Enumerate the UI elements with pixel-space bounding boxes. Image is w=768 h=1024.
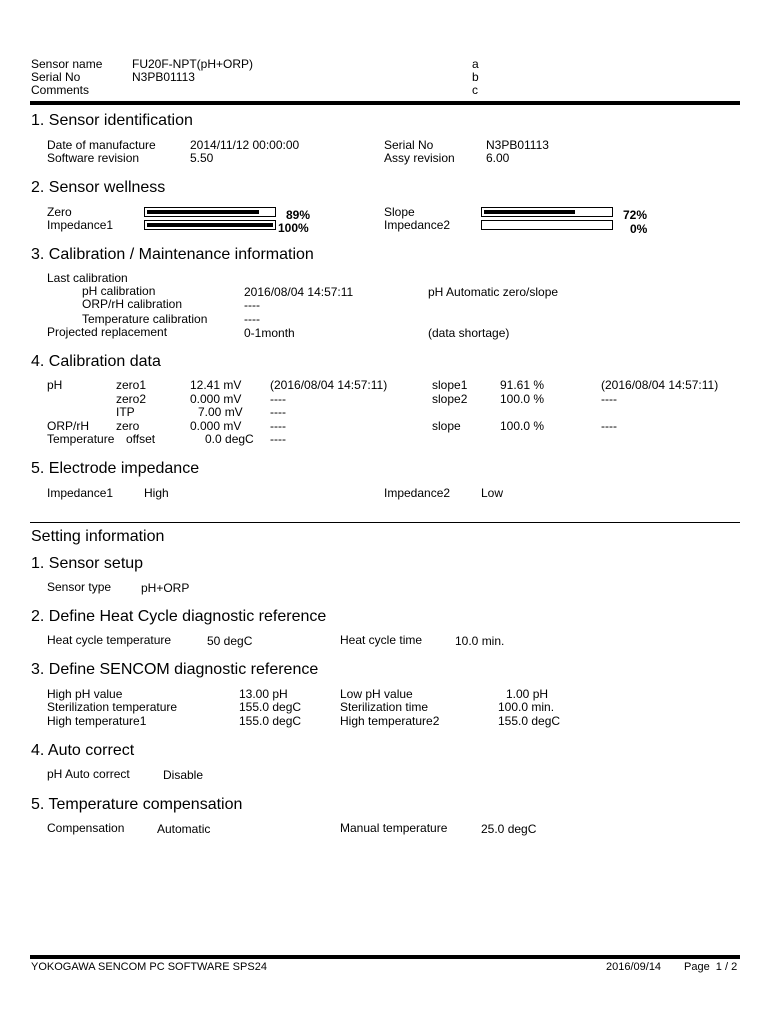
temperature-calibration-label: Temperature calibration bbox=[82, 312, 208, 326]
sensor-name-code: a bbox=[472, 57, 479, 71]
zero-label: Zero bbox=[47, 205, 72, 219]
orp-calibration-label: ORP/rH calibration bbox=[82, 297, 183, 311]
low-ph-value: 1.00 pH bbox=[506, 687, 549, 701]
ph-calibration-label: pH calibration bbox=[82, 284, 156, 298]
cal-itp-label: ITP bbox=[116, 405, 135, 419]
serial-label: Serial No bbox=[31, 70, 81, 84]
cal-zero2-value: 0.000 mV bbox=[190, 392, 242, 406]
slope-label: Slope bbox=[384, 205, 415, 219]
cal-orp-slope-value: 100.0 % bbox=[500, 419, 545, 433]
cal-slope1-date: (2016/08/04 14:57:11) bbox=[601, 378, 719, 392]
impedance2-wellness-bar bbox=[481, 220, 613, 230]
comments-code: c bbox=[472, 83, 478, 97]
footer-page-number: Page 1 / 2 bbox=[684, 961, 738, 973]
cal-orp-zero-value: 0.000 mV bbox=[190, 419, 242, 433]
cal-orp-slope-date: ---- bbox=[601, 419, 617, 433]
projected-replacement-note: (data shortage) bbox=[428, 326, 510, 340]
cal-orp-zero-label: zero bbox=[116, 419, 140, 433]
footer-rule bbox=[30, 955, 740, 959]
low-ph-label: Low pH value bbox=[340, 687, 413, 701]
cal-zero2-label: zero2 bbox=[116, 392, 147, 406]
cal-offset-label: offset bbox=[126, 432, 156, 446]
cal-ph-label: pH bbox=[47, 378, 63, 392]
section-sensor-wellness-title: 2. Sensor wellness bbox=[31, 179, 166, 196]
high-temperature2-label: High temperature2 bbox=[340, 714, 440, 728]
cal-slope2-label: slope2 bbox=[432, 392, 468, 406]
cal-zero1-label: zero1 bbox=[116, 378, 147, 392]
cal-slope2-value: 100.0 % bbox=[500, 392, 545, 406]
setting-divider bbox=[30, 522, 740, 523]
serial-value: N3PB01113 bbox=[132, 70, 195, 84]
high-temperature1-value: 155.0 degC bbox=[239, 714, 302, 728]
impedance1-bar-fill bbox=[147, 223, 273, 227]
section-sencom-diagnostic-title: 3. Define SENCOM diagnostic reference bbox=[31, 661, 319, 678]
cal-itp-value: 7.00 mV bbox=[198, 405, 243, 419]
high-temperature1-label: High temperature1 bbox=[47, 714, 147, 728]
section-sensor-identification-title: 1. Sensor identification bbox=[31, 112, 193, 129]
electrode-impedance1-label: Impedance1 bbox=[47, 486, 114, 500]
id-serial-label: Serial No bbox=[384, 138, 434, 152]
impedance2-percent: 0% bbox=[630, 222, 648, 236]
manual-temperature-label: Manual temperature bbox=[340, 821, 448, 835]
cal-offset-value: 0.0 degC bbox=[205, 432, 254, 446]
ph-auto-correct-value: Disable bbox=[163, 768, 204, 782]
software-revision-label: Software revision bbox=[47, 151, 140, 165]
slope-percent: 72% bbox=[623, 208, 648, 222]
section-auto-correct-title: 4. Auto correct bbox=[31, 742, 135, 759]
heat-cycle-temperature-label: Heat cycle temperature bbox=[47, 633, 172, 647]
electrode-impedance2-value: Low bbox=[481, 486, 504, 500]
impedance1-wellness-bar bbox=[144, 220, 276, 230]
serial-code: b bbox=[472, 70, 479, 84]
sensor-name-label: Sensor name bbox=[31, 57, 103, 71]
impedance1-percent: 100% bbox=[278, 221, 309, 235]
cal-orp-zero-date: ---- bbox=[270, 419, 286, 433]
section-heat-cycle-title: 2. Define Heat Cycle diagnostic reference bbox=[31, 608, 327, 625]
sterilization-time-label: Sterilization time bbox=[340, 700, 429, 714]
ph-auto-correct-label: pH Auto correct bbox=[47, 767, 130, 781]
date-of-manufacture-value: 2014/11/12 00:00:00 bbox=[190, 138, 300, 152]
section-temperature-compensation-title: 5. Temperature compensation bbox=[31, 796, 243, 813]
heat-cycle-time-value: 10.0 min. bbox=[455, 634, 505, 648]
footer-software: YOKOGAWA SENCOM PC SOFTWARE SPS24 bbox=[31, 961, 267, 973]
compensation-value: Automatic bbox=[157, 822, 211, 836]
section-sensor-setup-title: 1. Sensor setup bbox=[31, 555, 144, 572]
high-temperature2-value: 155.0 degC bbox=[498, 714, 561, 728]
impedance2-label: Impedance2 bbox=[384, 218, 451, 232]
last-calibration-label: Last calibration bbox=[47, 271, 128, 285]
cal-zero1-value: 12.41 mV bbox=[190, 378, 242, 392]
ph-calibration-note: pH Automatic zero/slope bbox=[428, 285, 559, 299]
projected-replacement-value: 0-1month bbox=[244, 326, 295, 340]
footer-date: 2016/09/14 bbox=[606, 961, 662, 973]
slope-wellness-bar bbox=[481, 207, 613, 217]
setting-information-title: Setting information bbox=[31, 528, 165, 545]
sensor-name-value: FU20F-NPT(pH+ORP) bbox=[132, 57, 254, 71]
cal-slope1-value: 91.61 % bbox=[500, 378, 545, 392]
sensor-type-label: Sensor type bbox=[47, 580, 112, 594]
sterilization-temperature-value: 155.0 degC bbox=[239, 700, 302, 714]
cal-orp-label: ORP/rH bbox=[47, 419, 89, 433]
compensation-label: Compensation bbox=[47, 821, 125, 835]
impedance1-label: Impedance1 bbox=[47, 218, 114, 232]
cal-zero1-date: (2016/08/04 14:57:11) bbox=[270, 378, 388, 392]
section-electrode-impedance-title: 5. Electrode impedance bbox=[31, 460, 200, 477]
slope-bar-fill bbox=[484, 210, 575, 214]
cal-itp-date: ---- bbox=[270, 405, 286, 419]
cal-temperature-label: Temperature bbox=[47, 432, 115, 446]
assy-revision-value: 6.00 bbox=[486, 151, 510, 165]
zero-bar-fill bbox=[147, 210, 259, 214]
electrode-impedance1-value: High bbox=[144, 486, 169, 500]
comments-label: Comments bbox=[31, 83, 90, 97]
sterilization-time-value: 100.0 min. bbox=[498, 700, 555, 714]
electrode-impedance2-label: Impedance2 bbox=[384, 486, 451, 500]
cal-zero2-date: ---- bbox=[270, 392, 286, 406]
cal-slope2-date: ---- bbox=[601, 392, 617, 406]
orp-calibration-value: ---- bbox=[244, 298, 260, 312]
section-calibration-maintenance-title: 3. Calibration / Maintenance information bbox=[31, 246, 314, 263]
assy-revision-label: Assy revision bbox=[384, 151, 455, 165]
cal-orp-slope-label: slope bbox=[432, 419, 461, 433]
sterilization-temperature-label: Sterilization temperature bbox=[47, 700, 178, 714]
zero-wellness-bar bbox=[144, 207, 276, 217]
heat-cycle-time-label: Heat cycle time bbox=[340, 633, 423, 647]
section-calibration-data-title: 4. Calibration data bbox=[31, 353, 161, 370]
ph-calibration-value: 2016/08/04 14:57:11 bbox=[244, 285, 354, 299]
date-of-manufacture-label: Date of manufacture bbox=[47, 138, 156, 152]
zero-percent: 89% bbox=[286, 208, 311, 222]
temperature-calibration-value: ---- bbox=[244, 312, 260, 326]
heat-cycle-temperature-value: 50 degC bbox=[207, 634, 253, 648]
cal-slope1-label: slope1 bbox=[432, 378, 468, 392]
header-rule bbox=[30, 101, 740, 105]
high-ph-label: High pH value bbox=[47, 687, 123, 701]
cal-offset-date: ---- bbox=[270, 432, 286, 446]
manual-temperature-value: 25.0 degC bbox=[481, 822, 537, 836]
projected-replacement-label: Projected replacement bbox=[47, 325, 168, 339]
software-revision-value: 5.50 bbox=[190, 151, 214, 165]
sensor-type-value: pH+ORP bbox=[141, 581, 190, 595]
high-ph-value: 13.00 pH bbox=[239, 687, 288, 701]
id-serial-value: N3PB01113 bbox=[486, 138, 549, 152]
